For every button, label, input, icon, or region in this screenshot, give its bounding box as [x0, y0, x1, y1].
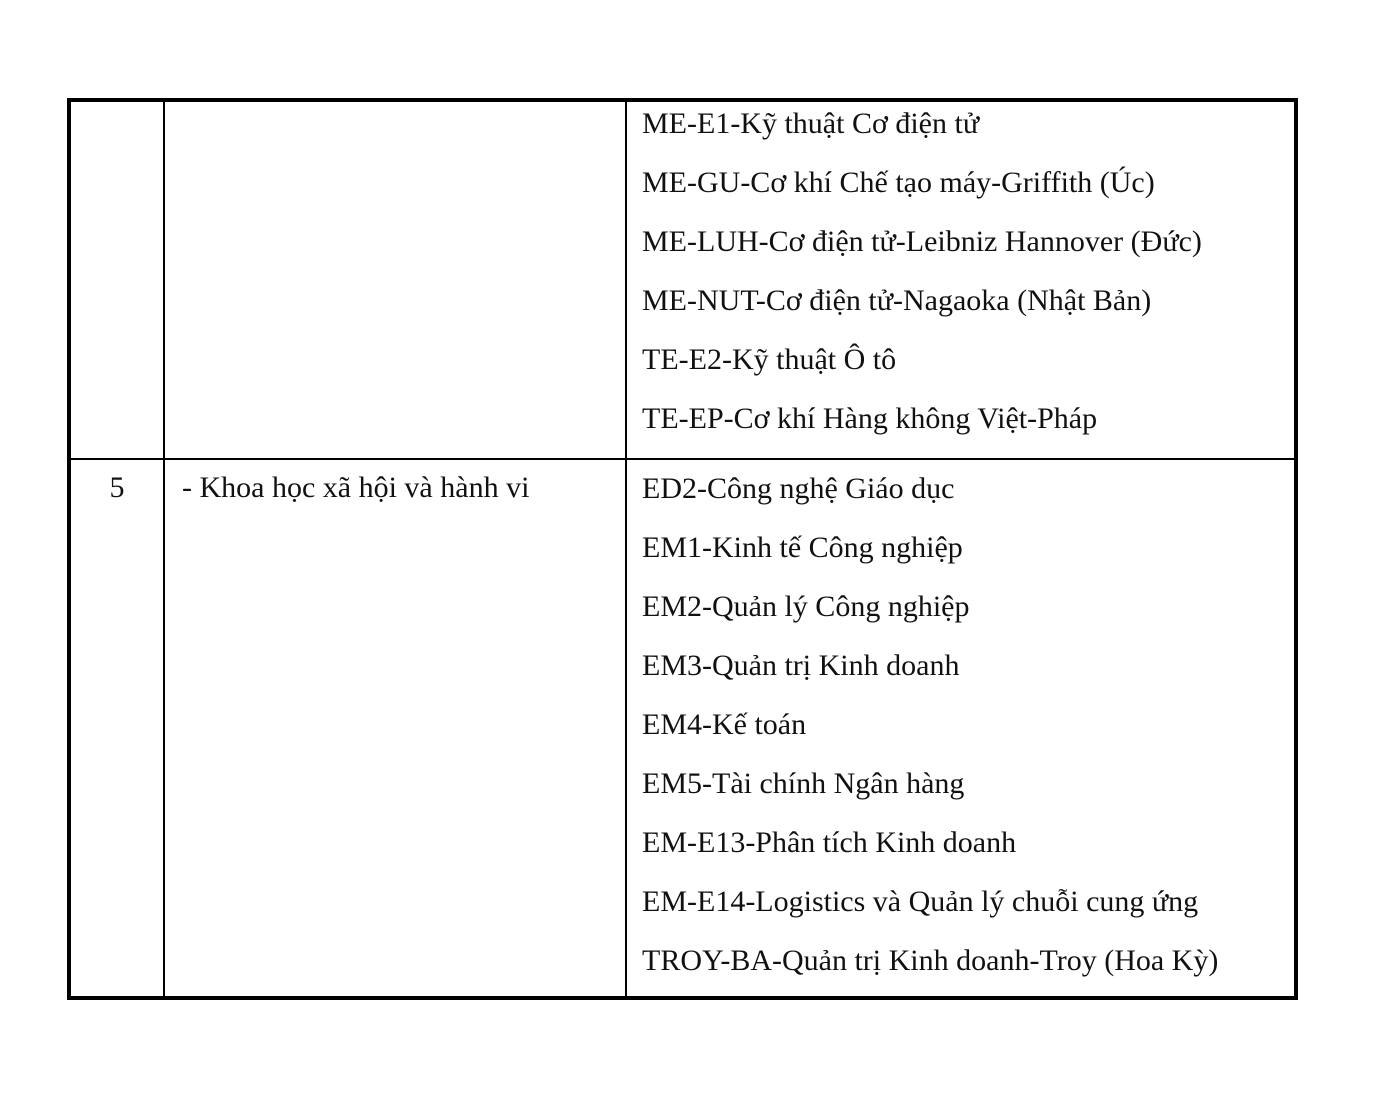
program-item: EM-E13-Phân tích Kinh doanh: [642, 826, 1017, 859]
program-item: ME-GU-Cơ khí Chế tạo máy-Griffith (Úc): [642, 166, 1155, 199]
stt-cell: [71, 460, 163, 996]
program-item: ME-LUH-Cơ điện tử-Leibniz Hannover (Đức): [642, 225, 1202, 258]
program-item: ME-NUT-Cơ điện tử-Nagaoka (Nhật Bản): [642, 284, 1152, 317]
program-item: EM4-Kế toán: [642, 708, 807, 741]
program-item: EM2-Quản lý Công nghiệp: [642, 590, 970, 623]
program-item: EM3-Quản trị Kinh doanh: [642, 649, 960, 682]
table-row: [71, 102, 1294, 458]
program-list: [642, 103, 1202, 457]
program-item: TE-EP-Cơ khí Hàng không Việt-Pháp: [642, 402, 1098, 435]
programs-cell: [627, 102, 1294, 458]
field-name: - Khoa học xã hội và hành vi: [182, 471, 530, 504]
program-item: TE-E2-Kỹ thuật Ô tô: [642, 343, 897, 376]
stt-number: 5: [109, 471, 125, 504]
program-item: EM-E14-Logistics và Quản lý chuỗi cung ứng: [642, 885, 1199, 918]
table-row: [71, 460, 1294, 996]
field-cell: [165, 460, 625, 996]
stt-cell: [71, 102, 163, 458]
program-item: ED2-Công nghệ Giáo dục: [642, 472, 955, 505]
program-item: EM1-Kinh tế Công nghiệp: [642, 531, 963, 564]
program-item: ME-E1-Kỹ thuật Cơ điện tử: [642, 107, 980, 140]
field-cell: [165, 102, 625, 458]
program-item: TROY-BA-Quản trị Kinh doanh-Troy (Hoa Kỳ): [642, 944, 1219, 977]
program-item: EM5-Tài chính Ngân hàng: [642, 767, 965, 800]
program-table: [67, 98, 1298, 1000]
program-list: [642, 468, 1218, 999]
programs-cell: [627, 460, 1294, 996]
